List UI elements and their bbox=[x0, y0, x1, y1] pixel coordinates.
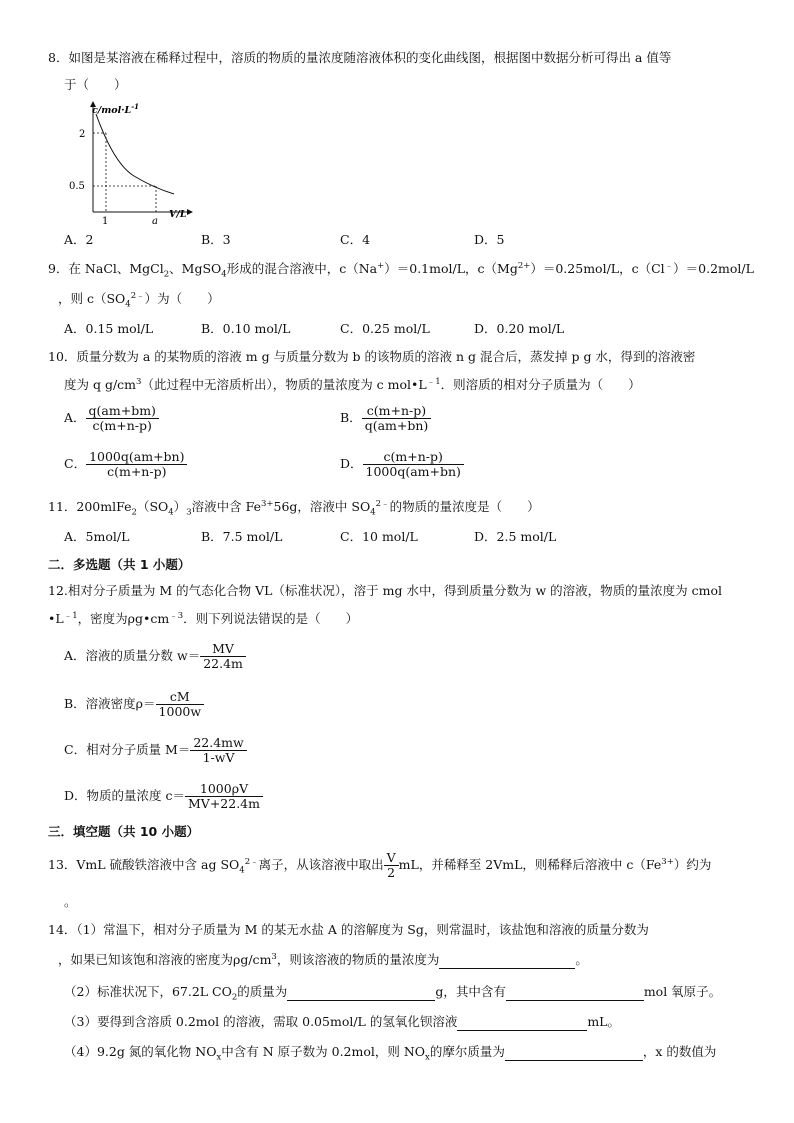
q12-option-a[interactable]: A．溶液的质量分数 w＝ $\frac{MV}{22.4m}$ bbox=[64, 642, 246, 671]
q10-option-c[interactable]: C． $\frac{1000q(am+bn)}{c(m+n-p)}$ bbox=[64, 450, 187, 479]
fraction: $\frac{q(am+bm)}{c(m+n-p)}$ bbox=[86, 404, 159, 433]
q13-stem-line1: 13．VmL 硫酸铁溶液中含 ag $SO_4^{2﹣}$离子，从该溶液中取出 $\frac{V}{2}$ mL，并稀释至 2VmL，则稀释后溶液中 $c(Fe^{3+})$约为 bbox=[48, 850, 712, 880]
fraction: $\frac{22.4mw}{1-wV}$ bbox=[190, 736, 246, 765]
q8-option-c[interactable]: C．4 bbox=[340, 232, 371, 247]
q10-stem-line1: 10．质量分数为 a 的某物质的溶液 m g 与质量分数为 b 的该物质的溶液 n g 混合后，蒸发掉 p g 水，得到的溶液密 bbox=[48, 349, 696, 364]
q8-chart bbox=[62, 100, 202, 225]
q14-stem-line1: 14．（1）常温下，相对分子质量为 M 的某无水盐 A 的溶解度为 Sg，则常温时，该盐饱和溶液的质量分数为 bbox=[48, 922, 649, 937]
q13-stem-line2: 。 bbox=[64, 894, 77, 909]
q10-option-d[interactable]: D． $\frac{c(m+n-p)}{1000q(am+bn)}$ bbox=[340, 450, 464, 479]
q11-option-b[interactable]: B．7.5 mol/L bbox=[201, 529, 283, 544]
q9-option-b[interactable]: B．0.10 mol/L bbox=[201, 321, 291, 336]
q8-stem-line1: 8．如图是某溶液在稀释过程中，溶质的物质的量浓度随溶液体积的变化曲线图，根据图中数据分析可得出 a 值等 bbox=[48, 50, 672, 65]
q11-stem: 11．$200mlFe_2(SO_4)_3$溶液中含 $Fe^{3+}56g$，溶液中 $SO_4^{2﹣}$的物质的量浓度是（ ） bbox=[48, 498, 540, 518]
y-axis-label: $c/mol\cdot L^{-1}$ bbox=[92, 102, 140, 116]
x-tick-a: a bbox=[152, 216, 158, 225]
q9-option-a[interactable]: A．0.15 mol/L bbox=[64, 321, 154, 336]
q8-option-d[interactable]: D．5 bbox=[474, 232, 505, 247]
answer-blank[interactable] bbox=[457, 1016, 587, 1031]
q8-option-b[interactable]: B．3 bbox=[201, 232, 231, 247]
answer-blank[interactable] bbox=[506, 986, 644, 1001]
q10-option-a[interactable]: A． $\frac{q(am+bm)}{c(m+n-p)}$ bbox=[64, 404, 159, 433]
q9-stem-line2: ，则 $c(SO_4^{2﹣})$为（ ） bbox=[58, 290, 220, 310]
fraction: $\frac{1000\rho V}{MV+22.4m}$ bbox=[185, 782, 263, 811]
fraction: $\frac{1000q(am+bn)}{c(m+n-p)}$ bbox=[86, 450, 187, 479]
fraction: $\frac{c(m+n-p)}{1000q(am+bn)}$ bbox=[363, 450, 464, 479]
y-tick-2: 2 bbox=[79, 129, 86, 140]
fraction: $\frac{V}{2}$ bbox=[384, 851, 399, 880]
q11-option-d[interactable]: D．2.5 mol/L bbox=[474, 529, 557, 544]
section-heading-fill-in: 三．填空题（共 10 小题） bbox=[48, 824, 200, 839]
q12-option-c[interactable]: C．相对分子质量 M＝ $\frac{22.4mw}{1-wV}$ bbox=[64, 736, 247, 765]
x-axis-label: V/L bbox=[169, 209, 187, 220]
y-tick-0.5: 0.5 bbox=[69, 181, 85, 192]
q12-stem-line1: 12.相对分子质量为 M 的气态化合物 VL（标准状况），溶于 mg 水中，得到质量分数为 w 的溶液，物质的量浓度为 cmol bbox=[48, 583, 722, 598]
fraction: $\frac{c(m+n-p)}{q(am+bn)}$ bbox=[362, 404, 432, 433]
fraction: $\frac{MV}{22.4m}$ bbox=[200, 642, 246, 671]
x-tick-1: 1 bbox=[102, 216, 109, 225]
q8-option-a[interactable]: A．2 bbox=[64, 232, 94, 247]
answer-blank[interactable] bbox=[505, 1046, 643, 1061]
q9-option-c[interactable]: C．0.25 mol/L bbox=[340, 321, 430, 336]
q14-part3: （3）要得到含溶质 0.2mol 的溶液，需取 0.05mol/L 的氢氧化钡溶液 mL。 bbox=[64, 1014, 620, 1029]
fraction: $\frac{cM}{1000w}$ bbox=[156, 690, 205, 719]
q10-option-b[interactable]: B． $\frac{c(m+n-p)}{q(am+bn)}$ bbox=[340, 404, 431, 433]
answer-blank[interactable] bbox=[439, 954, 575, 969]
concentration-curve bbox=[96, 114, 174, 194]
q9-option-d[interactable]: D．0.20 mol/L bbox=[474, 321, 565, 336]
section-heading-multiple-choice: 二．多选题（共 1 小题） bbox=[48, 557, 191, 572]
q8-stem-line2: 于（ ） bbox=[64, 77, 127, 92]
q12-stem-line2: $•L^{﹣1}$，密度为$\rho g•cm^{﹣3}$．则下列说法错误的是（ ） bbox=[48, 610, 359, 626]
q11-option-c[interactable]: C．10 mol/L bbox=[340, 529, 418, 544]
q14-stem-line2: ，如果已知该饱和溶液的密度为$\rho g/cm^3$，则该溶液的物质的量浓度为 。 bbox=[58, 951, 588, 967]
q14-part2: （2）标准状况下，67.2L $CO_2$的质量为 g，其中含有 mol 氧原子。 bbox=[64, 984, 722, 1003]
q10-stem-line2: 度为 q $g/cm^3$（此过程中无溶质析出），物质的量浓度为 c $mol•L^{﹣1}$．则溶质的相对分子质量为（ ） bbox=[64, 376, 641, 392]
q14-part4: （4）9.2g 氮的氧化物 $NO_x$中含有 N 原子数为 0.2mol，则 $NO_x$的摩尔质量为 ，x 的数值为 bbox=[64, 1044, 717, 1063]
q12-option-d[interactable]: D．物质的量浓度 c＝ $\frac{1000\rho V}{MV+22.4m}$ bbox=[64, 782, 263, 811]
q12-option-b[interactable]: B．溶液密度ρ＝ $\frac{cM}{1000w}$ bbox=[64, 690, 204, 719]
q9-stem-line1: 9．在 NaCl、MgCl$_2$、MgSO$_4$形成的混合溶液中，c（Na+）＝0.1mol/L，$c(Mg^{2+})=0.25mol/L$，c（Cl﹣）＝0.2mol/L bbox=[48, 260, 754, 280]
answer-blank[interactable] bbox=[287, 986, 435, 1001]
q11-option-a[interactable]: A．5mol/L bbox=[64, 529, 130, 544]
